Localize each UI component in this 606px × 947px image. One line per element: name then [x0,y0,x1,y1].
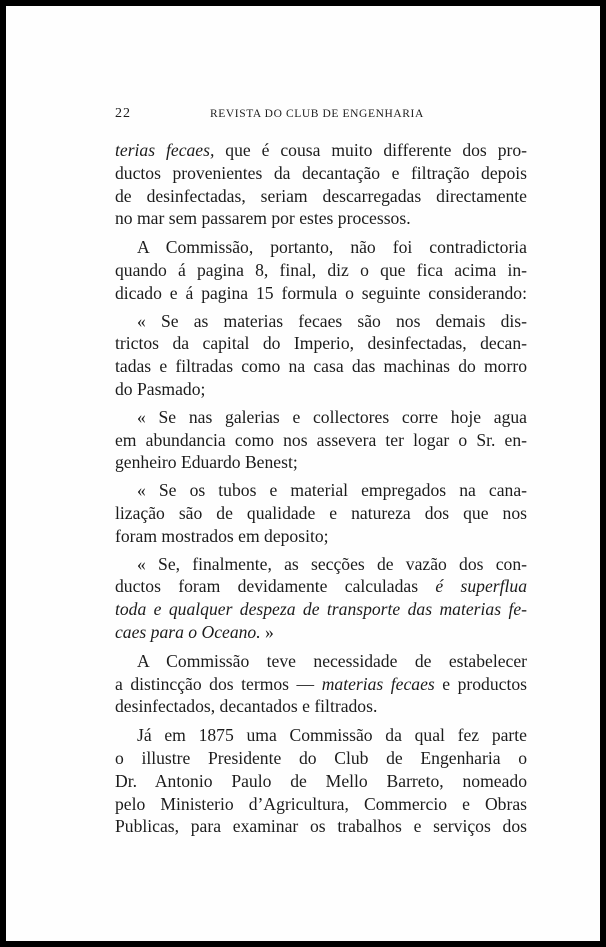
text-line: caes para o Oceano. » [115,621,274,642]
text-line: « Se os tubos e material empregados na cana- [137,480,527,501]
text-line: pelo Ministerio d’Agricultura, Commercio e Obras [115,793,527,814]
text-line: no mar sem passarem por estes processos. [115,208,411,229]
text-line: desinfectados, decantados e filtrados. [115,696,378,717]
text-line: trictos da capital do Imperio, desinfectadas, decan- [115,333,527,354]
text-line: Já em 1875 uma Commissão da qual fez parte [137,725,527,746]
text-line: A Commissão, portanto, não foi contradictoria [137,237,527,258]
text-line: do Pasmado; [115,378,206,399]
text-line: Publicas, para examinar os trabalhos e serviços dos [115,816,527,837]
italic-phrase: caes para o Oceano. [115,621,261,642]
page-number: 22 [115,106,131,121]
text-line: lização são de qualidade e natureza dos que nos [115,502,527,523]
text-line: genheiro Eduardo Benest; [115,452,298,473]
text-line: « Se as materias fecaes são nos demais dis- [137,310,527,331]
running-title: REVISTA DO CLUB DE ENGENHARIA [210,108,424,120]
italic-phrase: terias fecaes, [115,140,215,160]
text-line: quando á pagina 8, final, diz o que fica acima in- [115,259,527,280]
text-line: foram mostrados em deposito; [115,525,329,546]
text-line: A Commissão teve necessidade de estabelecer [137,650,527,671]
page-header [115,106,545,128]
text-line: tadas e filtradas como na casa das machinas do morro [115,356,527,377]
text-line: ductos provenientes da decantação e filtração depois [115,162,527,183]
italic-phrase: toda e qualquer despeza de transporte das materias fe- [115,599,527,620]
book-page [6,6,600,941]
text-line: terias fecaes, que é cousa muito differente dos pro- [115,140,528,160]
text-line [115,598,527,621]
text-line: a distincção dos termos — materias fecaes e productos [115,673,527,694]
text-line: ductos foram devidamente calculadas é superflua [115,576,527,597]
body-text [115,139,527,838]
italic-phrase: materias fecaes [321,673,435,694]
text-line: « Se nas galerias e collectores corre hoje agua [137,406,527,427]
text-line: de desinfectadas, seriam descarregadas directamente [115,185,527,206]
text-line: « Se, finalmente, as secções de vazão dos con- [137,553,527,574]
text-line: em abundancia como nos assevera ter logar o Sr. en- [115,429,527,450]
text-line: Dr. Antonio Paulo de Mello Barreto, nomeado [115,770,527,791]
text-line: o illustre Presidente do Club de Engenharia o [115,747,527,768]
italic-phrase: é superflua [435,576,527,597]
text-line: dicado e á pagina 15 formula o seguinte considerando: [115,282,527,303]
